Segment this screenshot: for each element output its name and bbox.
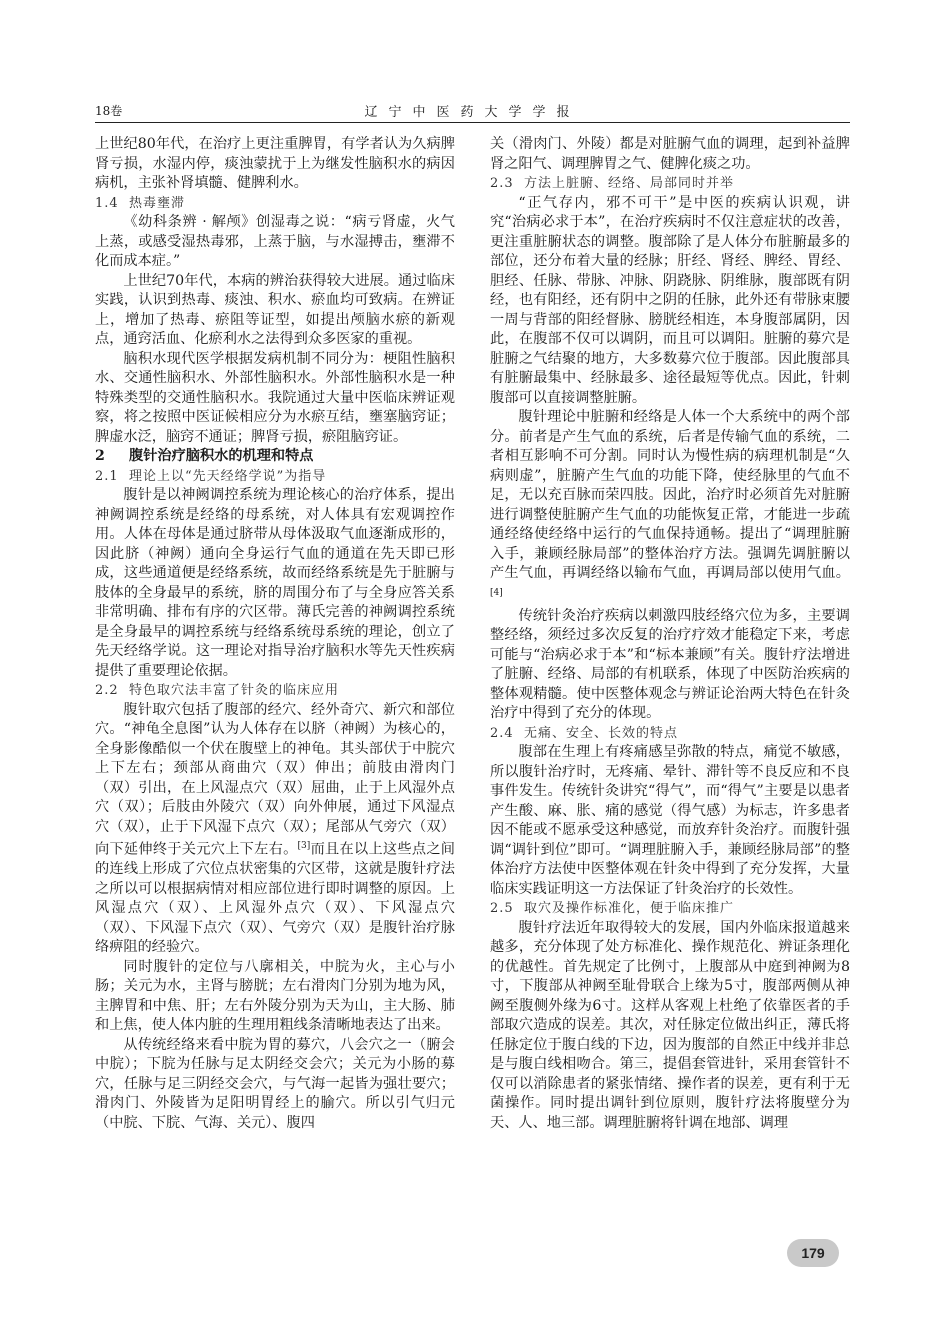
section-heading-2-1 bbox=[95, 467, 455, 487]
section-number: 2.4 bbox=[490, 725, 514, 741]
left-column bbox=[95, 135, 455, 1225]
section-title: 热毒壅滞 bbox=[129, 195, 186, 211]
paragraph-text: 腹针取穴包括了腹部的经穴、经外奇穴、新穴和部位穴。“神龟全息图”认为人体存在以脐（神阙）为核心的，全身影像酷似一个伏在腹壁上的神龟。其头部伏于中脘穴上下左右；颈部从商曲穴（双）伸出；前肢由滑肉门（双）引出，在上风湿点穴（双）屈曲，止于上风湿外点穴（双）；后肢由外陵穴（双）向外伸展，通过下风湿点穴（双），止于下风湿下点穴（双）；尾部从气旁穴（双）向下延伸终于关元穴上下左右。 bbox=[95, 701, 455, 858]
paragraph: 传统针灸治疗疾病以刺激四肢经络穴位为多，主要调整经络，须经过多次反复的治疗疗效才能稳定下来，考虑可能与“治病必求于本”和“标本兼顾”有关。腹针疗法增进了脏腑、经络、局部的有机联系，体现了中医防治疾病的整体观精髓。使中医整体观念与辨证论治两大特色在针灸治疗中得到了充分的体现。 bbox=[490, 607, 850, 722]
section-number: 2.1 bbox=[95, 468, 119, 484]
paragraph-text: 而且在以上这些点之间的连线上形成了穴位点状密集的穴区带，这就是腹针疗法之所以可以根据病情对相应部位进行即时调整的原因。上风湿点穴（双）、上风湿外点穴（双）、下风湿点穴（双）、下风湿下点穴（双）、气旁穴（双）是腹针治疗脉络痹阻的经验穴。 bbox=[95, 841, 455, 956]
section-number: 1.4 bbox=[95, 195, 119, 211]
paragraph: “正气存内，邪不可干”是中医的疾病认识观，讲究“治病必求于本”，在治疗疾病时不仅注意症状的改善，更注重脏腑状态的调整。腹部除了是人体分布脏腑最多的部位，还分布着大量的经脉；肝经、肾经、脾经、胃经、胆经、任脉、带脉、冲脉、阴跷脉、阴维脉，腹部既有阴经，也有阳经，还有阴中之阴的任脉，此外还有带脉束腰一周与背部的阳经督脉、膀胱经相连，本身腹部属阴，因此，在腹部不仅可以调阴，而且可以调阳。脏腑的募穴是脏腑之气结聚的地方，大多数募穴位于腹部。因此腹部具有脏腑最集中、经脉最多、途径最短等优点。因此，针刺腹部可以直接调整脏腑。 bbox=[490, 194, 850, 406]
paragraph bbox=[95, 701, 455, 958]
section-heading-2-2 bbox=[95, 681, 455, 701]
section-heading-2-3 bbox=[490, 174, 850, 194]
page-number-badge: 179 bbox=[787, 1239, 839, 1267]
paragraph: 从传统经络来看中脘为胃的募穴，八会穴之一（腑会中脘）；下脘为任脉与足太阴经交会穴；关元为小肠的募穴，任脉与足三阴经交会穴，与气海一起皆为强壮要穴；滑肉门、外陵皆为足阳明胃经上的腧穴。所以引气归元（中脘、下脘、气海、关元）、腹四 bbox=[95, 1036, 455, 1131]
paragraph: 脑积水现代医学根据发病机制不同分为：梗阻性脑积水、交通性脑积水、外部性脑积水。外部性脑积水是一种特殊类型的交通性脑积水。我院通过大量中医临床辨证观察，将之按照中医证候相应分为水瘀互结，壅塞脑窍证；脾虚水泛，脑窍不通证；脾肾亏损，瘀阻脑窍证。 bbox=[95, 350, 455, 445]
section-title: 理论上以“先天经络学说”为指导 bbox=[129, 468, 327, 484]
paragraph-text: 腹针理论中脏腑和经络是人体一个大系统中的两个部分。前者是产生气血的系统，后者是传输气血的系统，二者相互影响不可分割。同时认为慢性病的病理机制是“久病则虚”，脏腑产生气血的功能下降，使经脉里的气血不足，无以充百脉而荣四肢。因此，治疗时必须首先对脏腑进行调整使脏腑产生气血的功能恢复正常，才能进一步疏通经络使经络中运行的气血保持通畅。提出了“调理脏腑入手，兼顾经脉局部”的整体治疗方法。强调先调脏腑以产生气血，再调经络以输布气血，再调局部以使用气血。 bbox=[490, 409, 850, 581]
paragraph: 上世纪70年代，本病的辨治获得较大进展。通过临床实践，认识到热毒、痰浊、积水、瘀血均可致病。在辨证上，增加了热毒、瘀阻等证型，如提出颅脑水瘀的新观点，通窍活血、化瘀利水之法得到众多医家的重视。 bbox=[95, 272, 455, 347]
section-number: 2.2 bbox=[95, 683, 119, 698]
journal-title: 辽宁中医药大学学报 bbox=[364, 105, 581, 120]
paragraph bbox=[490, 408, 850, 607]
section-heading-2 bbox=[95, 447, 455, 467]
section-heading-1-4 bbox=[95, 194, 455, 214]
citation-ref: [4] bbox=[490, 587, 503, 598]
paragraph: 腹部在生理上有疼痛感呈弥散的特点，痛觉不敏感，所以腹针治疗时，无疼痛、晕针、滞针等不良反应和不良事件发生。传统针灸讲究“得气”，而“得气”主要是以患者产生酸、麻、胀、痛的感觉（得气感）为标志，许多患者因不能或不愿承受这种感觉，而放弃针灸治疗。而腹针强调“调针到位”即可。“调理脏腑入手，兼顾经脉局部”的整体治疗方法使中医整体观在针灸中得到了充分发挥，大量临床实践证明这一方法保证了针灸治疗的长效性。 bbox=[490, 744, 850, 897]
right-column bbox=[490, 135, 850, 1225]
section-title: 取穴及操作标准化，便于临床推广 bbox=[524, 901, 735, 917]
citation-ref: [3] bbox=[297, 841, 311, 851]
section-number: 2.5 bbox=[490, 901, 514, 917]
section-title: 无痛、安全、长效的特点 bbox=[524, 725, 679, 741]
running-header bbox=[95, 100, 850, 123]
section-number: 2 bbox=[95, 448, 105, 464]
section-heading-2-4 bbox=[490, 724, 850, 744]
section-title: 腹针治疗脑积水的机理和特点 bbox=[129, 448, 314, 464]
paragraph: 腹针是以神阙调控系统为理论核心的治疗体系，提出神阙调控系统是经络的母系统，对人体具有宏观调控作用。人体在母体是通过脐带从母体汲取气血逐渐成形的，因此脐（神阙）通向全身运行气血的通道在先天即已形成，这些通道便是经络系统，故而经络系统是先于脏腑与肢体的全身最早的系统，脐的周围分布了与全身应答关系非常明确、排布有序的穴区带。薄氏完善的神阙调控系统是全身最早的调控系统与经络系统母系统的理论，创立了先天经络学说。这一理论对指导治疗脑积水等先天性疾病提供了重要理论依据。 bbox=[95, 487, 455, 679]
section-title: 方法上脏腑、经络、局部同时并举 bbox=[524, 176, 735, 191]
paragraph: 同时腹针的定位与八廓相关，中脘为火，主心与小肠；关元为水，主肾与膀胱；左右滑肉门分别为地为风，主脾胃和中焦、肝；左右外陵分别为天为山，主大肠、肺和上焦，使人体内脏的生理用粗线条清晰地表达了出来。 bbox=[95, 958, 455, 1034]
paragraph: 腹针疗法近年取得较大的发展，国内外临床报道越来越多，充分体现了处方标准化、操作规范化、辨证条理化的优越性。首先规定了比例寸，上腹部从中庭到神阙为8寸，下腹部从神阙至耻骨联合上缘为5寸，腹部两侧从神阙至腹侧外缘为6寸。这样从客观上杜绝了依靠医者的手部取穴造成的误差。其次，对任脉定位做出纠正，薄氏将任脉定位于腹白线的下边，因为腹部的自然正中线并非总是与腹白线相吻合。第三，提倡套管进针，采用套管针不仅可以消除患者的紧张情绪、操作者的误差，更有利于无菌操作。同时提出调针到位原则，腹针疗法将腹壁分为天、人、地三部。调理脏腑将针调在地部、调理 bbox=[490, 919, 850, 1131]
section-heading-2-5 bbox=[490, 899, 850, 919]
paragraph: 《幼科条辨 · 解颅》创湿毒之说：“病亏肾虚，火气上蒸，或感受湿热毒邪，上蒸于脑，与水湿搏击，壅滞不化而成本症。” bbox=[95, 214, 455, 269]
paragraph: 上世纪80年代，在治疗上更注重脾胃，有学者认为久病脾肾亏损，水湿内停，痰浊蒙扰于上为继发性脑积水的病因病机，主张补肾填髓、健脾利水。 bbox=[95, 136, 455, 191]
section-number: 2.3 bbox=[490, 176, 514, 191]
paragraph: 关（滑肉门、外陵）都是对脏腑气血的调理，起到补益脾肾之阳气、调理脾胃之气、健脾化痰之功。 bbox=[490, 136, 850, 172]
section-title: 特色取穴法丰富了针灸的临床应用 bbox=[129, 683, 340, 698]
volume-label: 18卷 bbox=[95, 104, 123, 118]
